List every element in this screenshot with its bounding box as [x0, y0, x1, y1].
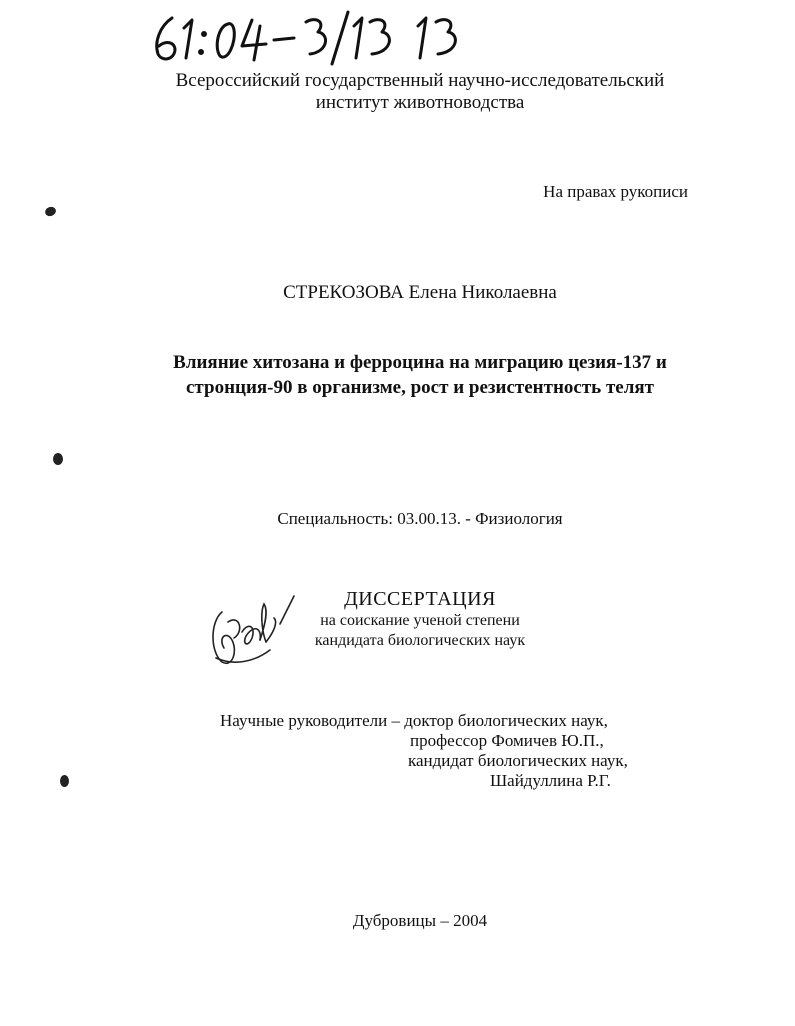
handwritten-catalog-number [148, 8, 488, 68]
advisors-line-1: Научные руководители – доктор биологических наук, [220, 711, 608, 730]
author-name: СТРЕКОЗОВА Елена Николаевна [283, 282, 557, 303]
catalog-number-drawing [148, 8, 488, 68]
specialty: Специальность: 03.00.13. - Физиология [277, 509, 563, 528]
scan-mark [60, 775, 69, 787]
city-year: Дубровицы – 2004 [352, 911, 488, 930]
rights-note: На правах рукописи [543, 182, 688, 201]
institute-name [100, 70, 740, 114]
institute-line-2: институт животноводства [315, 92, 525, 113]
advisors-line-2: профессор Фомичев Ю.П., [410, 731, 604, 750]
advisors-line-4: Шайдуллина Р.Г. [490, 771, 611, 790]
dissertation-heading: ДИССЕРТАЦИЯ [344, 588, 496, 610]
institute-line-1: Всероссийский государственный научно-исследовательский [175, 70, 665, 91]
purpose-line-1: на соискание ученой степени [320, 612, 520, 629]
title-line-2: стронция-90 в организме, рост и резистентность телят [186, 377, 654, 398]
scientific-advisors [220, 711, 640, 791]
dissertation-title [120, 350, 720, 400]
advisors-line-3: кандидат биологических наук, [408, 751, 628, 770]
scan-mark [53, 453, 63, 465]
dissertation-purpose [280, 611, 560, 651]
scan-mark [44, 205, 57, 217]
purpose-line-2: кандидата биологических наук [314, 632, 526, 649]
title-line-1: Влияние хитозана и ферроцина на миграцию цезия-137 и [173, 352, 667, 373]
